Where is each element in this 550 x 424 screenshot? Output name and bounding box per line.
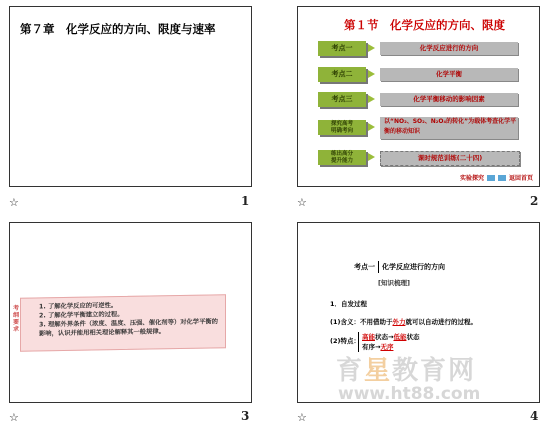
next-icon[interactable]: [498, 175, 506, 181]
slide-3-star: ☆: [9, 411, 19, 424]
slide-4-star: ☆: [297, 411, 307, 424]
arrow-right-icon: [368, 123, 375, 131]
objective-item: 3. 理解外界条件（浓度、温度、压强、催化剂等）对化学平衡的影响，认识并能用相关理论解释其一般规律。: [39, 318, 218, 338]
slide-nav: [460, 173, 533, 182]
slide-1-number: 1: [241, 194, 250, 208]
toc-tag-4: 探究高考 明确考向: [318, 120, 366, 135]
prev-icon[interactable]: [487, 175, 495, 181]
section-heading: 考点一 化学反应进行的方向: [354, 263, 445, 271]
slide-2: [297, 6, 540, 187]
toc-link-1[interactable]: 化学反应进行的方向: [380, 42, 518, 55]
definition-line: (1)含义：不用借助于外力就可以自动进行的过程。: [330, 318, 477, 326]
arrow-right-icon: [368, 95, 375, 103]
toc-row-4[interactable]: [318, 120, 528, 135]
watermark: [300, 350, 540, 410]
toc-row-3[interactable]: [318, 92, 528, 107]
slide-1: [9, 6, 252, 187]
feature-label: (2)特点：: [330, 337, 360, 345]
point-heading: 1．自发过程: [330, 300, 368, 308]
arrow-right-icon: [368, 153, 375, 161]
objective-item: 1. 了解化学反应的可逆性。: [39, 302, 118, 311]
toc-link-4[interactable]: 以“NO₂、SO₂、N₂O₄的转化”为载体考查化学平衡的移动知识: [380, 117, 518, 139]
arrow-right-icon: [368, 44, 375, 52]
objective-item: 2. 了解化学平衡建立的过程。: [39, 310, 124, 320]
slide-1-title: 第７章 化学反应的方向、限度与速率: [20, 22, 216, 36]
toc-tag-1: 考点一: [318, 41, 366, 56]
toc-row-2[interactable]: [318, 67, 528, 82]
objectives-side-label: 考纲要求: [13, 304, 20, 333]
toc-row-1[interactable]: [318, 41, 528, 56]
feature-brace: 高能状态→低能状态 有序→无序: [358, 332, 419, 352]
slide-4-number: 4: [530, 409, 539, 423]
toc-link-2[interactable]: 化学平衡: [380, 68, 518, 81]
nav-right-label[interactable]: 返回首页: [508, 175, 533, 182]
toc-tag-2: 考点二: [318, 67, 366, 82]
watermark-text: 育星教育网: [336, 356, 477, 386]
slide-1-star: ☆: [9, 196, 19, 209]
slide-3-number: 3: [241, 409, 250, 423]
toc-link-3[interactable]: 化学平衡移动的影响因素: [380, 93, 518, 106]
slide-2-title: 第１节 化学反应的方向、限度: [344, 18, 505, 32]
toc-tag-5: 练出高分 提升能力: [318, 150, 366, 165]
arrow-right-icon: [368, 70, 375, 78]
toc-row-5[interactable]: [318, 150, 528, 165]
objectives-card: [13, 294, 226, 352]
nav-left-label[interactable]: 实验探究: [459, 175, 484, 182]
section-subtitle: [知识梳理]: [378, 279, 410, 287]
slide-3: [9, 222, 252, 403]
toc-link-5[interactable]: 课时规范训练(二十四): [380, 151, 520, 166]
toc-tag-3: 考点三: [318, 92, 366, 107]
watermark-url: www.ht88.com: [338, 384, 481, 404]
slide-2-star: ☆: [297, 196, 307, 209]
slide-2-number: 2: [530, 194, 539, 208]
